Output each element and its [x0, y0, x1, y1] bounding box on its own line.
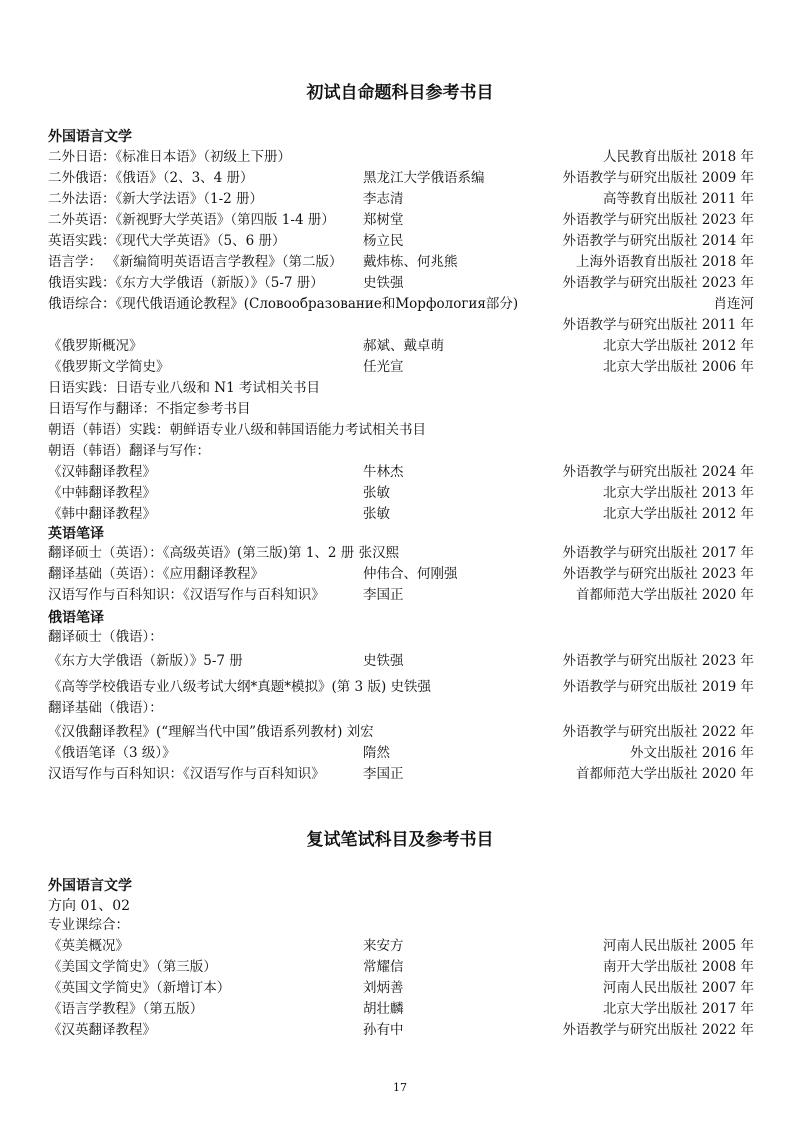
book-row [48, 627, 754, 647]
book-author: 孙有中 [363, 1022, 404, 1038]
book-row [48, 999, 754, 1019]
section2-title: 复试笔试科目及参考书目 [306, 830, 494, 850]
book-row [48, 698, 754, 718]
book-title: 《中韩翻译教程》 [48, 485, 156, 501]
book-author: 仲伟合、何刚强 [363, 566, 458, 582]
book-author: 隋然 [363, 745, 390, 761]
book-author: 胡壮麟 [363, 1001, 404, 1017]
book-row [48, 399, 754, 419]
book-title: 《俄语笔译（3 级）》 [48, 745, 176, 761]
book-row [48, 764, 754, 784]
book-title: 《俄罗斯概况》 [48, 338, 143, 354]
book-author: 常耀信 [363, 959, 404, 975]
book-row [48, 420, 754, 440]
book-row [48, 936, 754, 956]
book-title: 俄语综合：《现代俄语通论教程》(Словообразование和Морфология部分) [48, 296, 519, 312]
book-author: 李国正 [363, 766, 404, 782]
book-row [48, 743, 754, 763]
book-title: 朝语（韩语）翻译与写作： [48, 443, 210, 459]
book-title: 二外英语：《新视野大学英语》（第四版 1-4 册） [48, 212, 335, 228]
book-row [48, 564, 754, 584]
book-publisher: 北京大学出版社 2017 年 [603, 1001, 754, 1017]
book-row [48, 462, 754, 482]
book-author: 李志清 [363, 191, 404, 207]
heading-foreign-literature-retest: 外国语言文学 [48, 878, 132, 894]
book-title: 汉语写作与百科知识：《汉语写作与百科知识》 [48, 766, 325, 782]
book-title: 翻译基础（英语）：《应用翻译教程》 [48, 566, 264, 582]
book-title: 《韩中翻译教程》 [48, 506, 156, 522]
book-author: 杨立民 [363, 233, 404, 249]
book-publisher: 外文出版社 2016 年 [630, 745, 754, 761]
book-row [48, 210, 754, 230]
book-author: 刘炳善 [363, 980, 404, 996]
book-row [48, 651, 754, 671]
book-publisher: 外语教学与研究出版社 2009 年 [562, 170, 754, 186]
section1-title: 初试自命题科目参考书目 [306, 83, 494, 103]
book-title: 翻译基础（俄语）： [48, 700, 163, 716]
book-row [48, 585, 754, 605]
book-author: 任光宣 [363, 359, 404, 375]
book-publisher: 外语教学与研究出版社 2022 年 [562, 1022, 754, 1038]
book-title: 《英美概况》 [48, 938, 129, 954]
book-title: 专业课综合： [48, 917, 129, 933]
book-publisher: 外语教学与研究出版社 2023 年 [562, 212, 754, 228]
book-title: 语言学： 《新编简明英语语言学教程》（第二版） [48, 254, 343, 270]
book-row [48, 483, 754, 503]
book-row [48, 504, 754, 524]
book-publisher: 外语教学与研究出版社 2014 年 [562, 233, 754, 249]
book-row [48, 357, 754, 377]
book-row [48, 273, 754, 293]
book-publisher: 外语教学与研究出版社 2017 年 [562, 545, 754, 561]
book-publisher: 河南人民出版社 2005 年 [603, 938, 754, 954]
book-author: 李国正 [363, 587, 404, 603]
book-publisher: 肖连河 [713, 296, 754, 312]
page-number: 17 [393, 1081, 407, 1094]
book-row [48, 168, 754, 188]
book-publisher: 外语教学与研究出版社 2024 年 [562, 464, 754, 480]
book-title: 朝语（韩语）实践：朝鲜语专业八级和韩国语能力考试相关书目 [48, 422, 426, 438]
book-publisher: 河南人民出版社 2007 年 [603, 980, 754, 996]
book-row [48, 315, 754, 335]
book-row [48, 1020, 754, 1040]
book-row [48, 147, 754, 167]
book-publisher: 高等教育出版社 2011 年 [603, 191, 754, 207]
book-publisher: 北京大学出版社 2013 年 [603, 485, 754, 501]
book-title: 汉语写作与百科知识：《汉语写作与百科知识》 [48, 587, 325, 603]
book-author: 戴炜栋、何兆熊 [363, 254, 458, 270]
book-title: 《语言学教程》（第五版） [48, 1001, 204, 1017]
book-title: 二外俄语：《俄语》（2、3、4 册） [48, 170, 254, 186]
heading-russian-translation: 俄语笔译 [48, 610, 104, 626]
book-author: 来安方 [363, 938, 404, 954]
book-row [48, 378, 754, 398]
book-publisher: 外语教学与研究出版社 2023 年 [562, 653, 754, 669]
book-title: 《汉英翻译教程》 [48, 1022, 156, 1038]
book-author: 史铁强 [363, 275, 404, 291]
book-author: 黑龙江大学俄语系编 [363, 170, 485, 186]
book-row [48, 915, 754, 935]
book-publisher: 首都师范大学出版社 2020 年 [576, 587, 754, 603]
book-title: 《汉韩翻译教程》 [48, 464, 156, 480]
book-row [48, 677, 754, 697]
book-title: 翻译硕士（英语）：《高级英语》(第三版)第 1、2 册 张汉熙 [48, 545, 400, 561]
book-row [48, 722, 754, 742]
book-title: 《美国文学简史》（第三版） [48, 959, 217, 975]
book-title: 《俄罗斯文学简史》 [48, 359, 170, 375]
book-author: 史铁强 [363, 653, 404, 669]
heading-foreign-literature: 外国语言文学 [48, 129, 132, 145]
book-row [48, 978, 754, 998]
book-publisher: 外语教学与研究出版社 2022 年 [562, 724, 754, 740]
book-title: 二外法语：《新大学法语》（1-2 册） [48, 191, 264, 207]
book-title: 《高等学校俄语专业八级考试大纲*真题*模拟》(第 3 版) 史铁强 [48, 679, 431, 695]
book-title: 二外日语：《标准日本语》（初级上下册） [48, 149, 291, 165]
book-title: 日语实践：日语专业八级和 N1 考试相关书目 [48, 380, 320, 396]
book-publisher: 南开大学出版社 2008 年 [603, 959, 754, 975]
book-publisher: 北京大学出版社 2006 年 [603, 359, 754, 375]
book-title: 《东方大学俄语（新版）》5-7 册 [48, 653, 243, 669]
book-author: 张敏 [363, 506, 390, 522]
book-row [48, 189, 754, 209]
book-row [48, 441, 754, 461]
book-publisher: 外语教学与研究出版社 2011 年 [562, 317, 754, 333]
heading-english-translation: 英语笔译 [48, 526, 104, 542]
book-publisher: 外语教学与研究出版社 2023 年 [562, 275, 754, 291]
book-author: 张敏 [363, 485, 390, 501]
book-publisher: 外语教学与研究出版社 2019 年 [562, 679, 754, 695]
book-row [48, 957, 754, 977]
book-publisher: 人民教育出版社 2018 年 [603, 149, 754, 165]
book-row [48, 252, 754, 272]
book-row [48, 336, 754, 356]
book-title: 翻译硕士（俄语）： [48, 629, 163, 645]
direction-label: 方向 01、02 [48, 898, 131, 914]
book-title: 俄语实践：《东方大学俄语（新版）》（5-7 册） [48, 275, 324, 291]
book-publisher: 首都师范大学出版社 2020 年 [576, 766, 754, 782]
book-row [48, 294, 754, 314]
book-row [48, 543, 754, 563]
book-title: 英语实践：《现代大学英语》（5、6 册） [48, 233, 286, 249]
book-row [48, 231, 754, 251]
book-title: 《汉俄翻译教程》(“理解当代中国”俄语系列教材) 刘宏 [48, 724, 374, 740]
book-author: 牛林杰 [363, 464, 404, 480]
book-author: 郑树堂 [363, 212, 404, 228]
book-title: 日语写作与翻译：不指定参考书目 [48, 401, 251, 417]
book-publisher: 外语教学与研究出版社 2023 年 [562, 566, 754, 582]
book-publisher: 上海外语教育出版社 2018 年 [576, 254, 754, 270]
book-publisher: 北京大学出版社 2012 年 [603, 506, 754, 522]
book-title: 《英国文学简史》（新增订本） [48, 980, 231, 996]
book-publisher: 北京大学出版社 2012 年 [603, 338, 754, 354]
book-author: 郝斌、戴卓萌 [363, 338, 444, 354]
